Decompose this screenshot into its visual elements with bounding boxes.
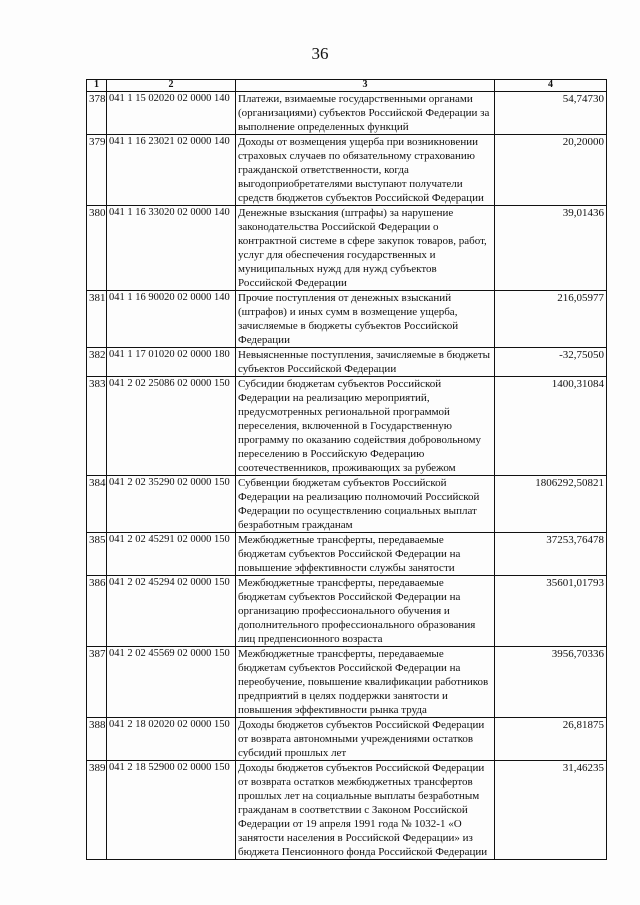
table-row <box>87 135 607 206</box>
table-row <box>87 533 607 576</box>
row-number: 384 <box>87 476 107 533</box>
revenue-description: Межбюджетные трансферты, передаваемые бюджетам субъектов Российской Федерации на повышение эффективности службы занятости <box>236 533 495 576</box>
table-header-row <box>87 80 607 92</box>
revenue-description: Субвенции бюджетам субъектов Российской Федерации на реализацию полномочий Российской Федерации по осуществлению социальных выплат безработным гражданам <box>236 476 495 533</box>
table-row <box>87 647 607 718</box>
amount: 35601,01793 <box>495 576 607 647</box>
row-number: 382 <box>87 348 107 377</box>
column-header: 2 <box>107 80 236 92</box>
amount: 1400,31084 <box>495 377 607 476</box>
row-number: 378 <box>87 92 107 135</box>
budget-code: 041 2 02 25086 02 0000 150 <box>107 377 236 476</box>
table-row <box>87 348 607 377</box>
table-row <box>87 718 607 761</box>
budget-code: 041 1 16 23021 02 0000 140 <box>107 135 236 206</box>
column-header: 3 <box>236 80 495 92</box>
row-number: 389 <box>87 761 107 860</box>
table-row <box>87 761 607 860</box>
revenue-description: Прочие поступления от денежных взысканий (штрафов) и иных сумм в возмещение ущерба, зачисляемые в бюджеты субъектов Российской Федерации <box>236 291 495 348</box>
budget-code: 041 2 02 35290 02 0000 150 <box>107 476 236 533</box>
budget-code: 041 1 15 02020 02 0000 140 <box>107 92 236 135</box>
amount: 31,46235 <box>495 761 607 860</box>
row-number: 387 <box>87 647 107 718</box>
column-header: 4 <box>495 80 607 92</box>
budget-code: 041 1 17 01020 02 0000 180 <box>107 348 236 377</box>
budget-code: 041 2 18 02020 02 0000 150 <box>107 718 236 761</box>
table-row <box>87 291 607 348</box>
revenue-description: Доходы бюджетов субъектов Российской Федерации от возврата автономными учреждениями остатков субсидий прошлых лет <box>236 718 495 761</box>
row-number: 381 <box>87 291 107 348</box>
revenue-table <box>86 79 607 860</box>
amount: 20,20000 <box>495 135 607 206</box>
amount: 39,01436 <box>495 206 607 291</box>
amount: 216,05977 <box>495 291 607 348</box>
row-number: 386 <box>87 576 107 647</box>
amount: 26,81875 <box>495 718 607 761</box>
table-row <box>87 377 607 476</box>
revenue-description: Субсидии бюджетам субъектов Российской Федерации на реализацию мероприятий, предусмотренных региональной программой переселения, включенной в Государственную программу по оказанию содействия добровольному переселению в Российскую Федерацию соотечественников, проживающих за рубежом <box>236 377 495 476</box>
amount: 37253,76478 <box>495 533 607 576</box>
amount: -32,75050 <box>495 348 607 377</box>
revenue-description: Межбюджетные трансферты, передаваемые бюджетам субъектов Российской Федерации на переобучение, повышение квалификации работников предприятий в целях поддержки занятости и повышения эффективности рынка труда <box>236 647 495 718</box>
revenue-description: Платежи, взимаемые государственными органами (организациями) субъектов Российской Федерации за выполнение определенных функций <box>236 92 495 135</box>
budget-code: 041 2 02 45294 02 0000 150 <box>107 576 236 647</box>
revenue-description: Денежные взыскания (штрафы) за нарушение законодательства Российской Федерации о контрактной системе в сфере закупок товаров, работ, услуг для обеспечения государственных и муниципальных нужд для нужд субъектов Российской Федерации <box>236 206 495 291</box>
row-number: 385 <box>87 533 107 576</box>
revenue-description: Доходы бюджетов субъектов Российской Федерации от возврата остатков межбюджетных трансфертов прошлых лет на социальные выплаты безработным гражданам в соответствии с Законом Российской Федерации от 19 апреля 1991 года № 1032-1 «О занятости населения в Российской Федерации» из бюджета Пенсионного фонда Российской Федерации <box>236 761 495 860</box>
revenue-description: Межбюджетные трансферты, передаваемые бюджетам субъектов Российской Федерации на организацию профессионального обучения и дополнительного профессионального образования лиц предпенсионного возраста <box>236 576 495 647</box>
budget-code: 041 2 02 45291 02 0000 150 <box>107 533 236 576</box>
budget-code: 041 1 16 33020 02 0000 140 <box>107 206 236 291</box>
revenue-description: Невыясненные поступления, зачисляемые в бюджеты субъектов Российской Федерации <box>236 348 495 377</box>
table-row <box>87 206 607 291</box>
budget-code: 041 2 18 52900 02 0000 150 <box>107 761 236 860</box>
budget-code: 041 2 02 45569 02 0000 150 <box>107 647 236 718</box>
row-number: 379 <box>87 135 107 206</box>
budget-code: 041 1 16 90020 02 0000 140 <box>107 291 236 348</box>
amount: 1806292,50821 <box>495 476 607 533</box>
page-number: 36 <box>311 44 329 63</box>
row-number: 380 <box>87 206 107 291</box>
table-row <box>87 92 607 135</box>
column-header: 1 <box>87 80 107 92</box>
revenue-description: Доходы от возмещения ущерба при возникновении страховых случаев по обязательному страхованию гражданской ответственности, когда выгодоприобретателями выступают получатели средств бюджетов субъектов Российской Федерации <box>236 135 495 206</box>
table-row <box>87 576 607 647</box>
amount: 54,74730 <box>495 92 607 135</box>
row-number: 388 <box>87 718 107 761</box>
row-number: 383 <box>87 377 107 476</box>
table-row <box>87 476 607 533</box>
amount: 3956,70336 <box>495 647 607 718</box>
